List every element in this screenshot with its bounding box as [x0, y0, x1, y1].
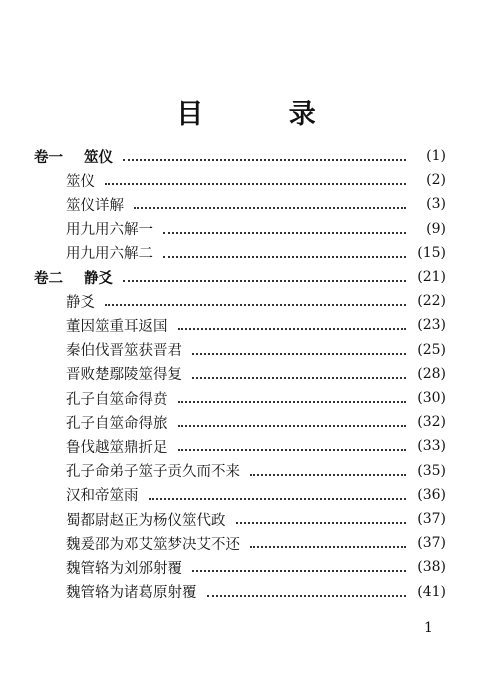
dot-leader — [207, 593, 407, 597]
dot-leader — [178, 399, 407, 403]
toc-entry-row[interactable] — [66, 290, 446, 312]
dot-leader — [192, 351, 406, 355]
dot-leader — [123, 278, 406, 282]
entry-title: 筮仪 — [66, 173, 95, 190]
chapter-title: 静爻 — [84, 270, 113, 287]
entry-title: 董因筮重耳返国 — [66, 318, 168, 335]
entry-title: 汉和帝筮雨 — [66, 488, 139, 505]
entry-title: 筮仪详解 — [66, 197, 124, 214]
dot-leader — [250, 472, 406, 476]
page-ref: (23) — [417, 317, 446, 334]
toc-entry-row[interactable] — [66, 218, 446, 240]
chapter-title: 筮仪 — [84, 149, 113, 166]
page-ref: (3) — [426, 196, 446, 213]
entry-title: 蜀都尉赵正为杨仪筮代政 — [66, 512, 226, 529]
toc-entry-row[interactable] — [66, 193, 446, 215]
chapter-label: 卷一 — [34, 149, 63, 166]
entry-title: 用九用六解二 — [66, 246, 153, 263]
toc-entry-row[interactable] — [66, 484, 446, 506]
entry-title: 魏爰邵为邓艾筮梦决艾不还 — [66, 536, 240, 553]
toc-chapter-row[interactable] — [34, 266, 446, 288]
chapter-label: 卷二 — [34, 270, 63, 287]
page-ref: (41) — [417, 583, 446, 600]
toc-title: 目 录 — [176, 99, 354, 130]
toc-entry-row[interactable] — [66, 556, 446, 578]
entry-title: 孔子命弟子筮子贡久而不来 — [66, 464, 240, 481]
dot-leader — [178, 326, 407, 330]
page-ref: (1) — [426, 148, 446, 164]
toc-entry-row[interactable] — [66, 460, 446, 482]
page-ref: (38) — [417, 559, 446, 576]
toc-entry-row[interactable] — [66, 387, 446, 409]
page-ref: (22) — [417, 293, 446, 310]
page-ref: (35) — [417, 462, 446, 479]
dot-leader — [123, 157, 406, 161]
toc-entry-row[interactable] — [66, 435, 446, 457]
toc-entry-row[interactable] — [66, 508, 446, 530]
toc-entry-row[interactable] — [66, 363, 446, 385]
dot-leader — [163, 254, 406, 258]
toc-entry-row[interactable] — [66, 532, 446, 554]
dot-leader — [163, 230, 406, 234]
toc-entry-row[interactable] — [66, 581, 446, 603]
entry-title: 静爻 — [66, 294, 95, 311]
entry-title: 鲁伐越筮鼎折足 — [66, 439, 168, 456]
page-ref: (9) — [426, 220, 446, 237]
page-ref: (37) — [417, 511, 446, 527]
dot-leader — [236, 520, 407, 524]
dot-leader — [149, 496, 407, 500]
page-ref: (37) — [417, 535, 446, 552]
page-ref: (28) — [417, 365, 446, 382]
toc-entry-row[interactable] — [66, 314, 446, 336]
page-ref: (25) — [417, 341, 446, 358]
entry-title: 用九用六解一 — [66, 222, 153, 239]
page-ref: (36) — [417, 486, 446, 503]
dot-leader — [250, 544, 406, 548]
toc-entry-row[interactable] — [66, 411, 446, 433]
toc-chapter-row[interactable] — [34, 145, 446, 167]
entry-title: 孔子自筮命得旅 — [66, 415, 168, 432]
page-ref: (33) — [417, 438, 446, 455]
dot-leader — [192, 568, 406, 572]
entry-title: 孔子自筮命得贲 — [66, 391, 168, 408]
page-ref: (2) — [426, 172, 446, 189]
entry-title: 魏管辂为诸葛原射覆 — [66, 585, 197, 602]
toc-entry-row[interactable] — [66, 242, 446, 264]
entry-title: 魏管辂为刘邠射覆 — [66, 560, 182, 577]
page-ref: (30) — [417, 390, 446, 406]
dot-leader — [192, 375, 406, 379]
toc-entry-row[interactable] — [66, 169, 446, 191]
page-number: 1 — [424, 620, 433, 636]
entry-title: 晋败楚鄢陵筮得复 — [66, 367, 182, 384]
page-ref: (15) — [417, 244, 446, 261]
dot-leader — [178, 447, 407, 451]
dot-leader — [105, 181, 406, 185]
dot-leader — [178, 423, 407, 427]
toc-entry-row[interactable] — [66, 339, 446, 361]
dot-leader — [105, 302, 406, 306]
dot-leader — [134, 205, 406, 209]
page-ref: (32) — [417, 414, 446, 431]
entry-title: 秦伯伐晋筮获晋君 — [66, 343, 182, 360]
page-ref: (21) — [417, 269, 446, 285]
